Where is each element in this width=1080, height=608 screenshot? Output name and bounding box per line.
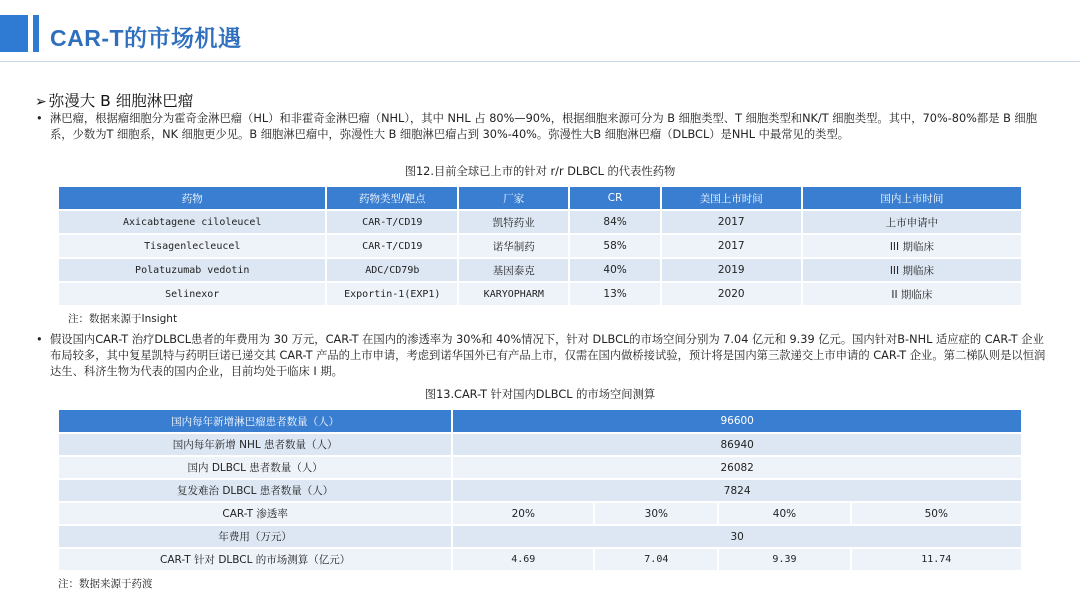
table-cell: 40%	[570, 259, 659, 281]
column-header: 药物类型/靶点	[327, 187, 457, 209]
table2-caption: 图13.CAR-T 针对国内DLBCL 的市场空间测算	[424, 388, 656, 401]
table-cell: 11.74	[852, 549, 1022, 570]
table-cell: Selinexor	[59, 283, 325, 305]
table-cell: 7824	[453, 480, 1021, 501]
table-cell: 9.39	[719, 549, 849, 570]
row-label: CAR-T 渗透率	[59, 503, 451, 524]
table-row	[59, 434, 1021, 455]
drugs-table	[57, 185, 1023, 307]
table-cell: 96600	[453, 410, 1021, 432]
table-cell: 86940	[453, 434, 1021, 455]
table-cell: CAR-T/CD19	[327, 211, 457, 233]
table-row	[59, 211, 1021, 233]
table-row	[59, 283, 1021, 305]
table-row	[59, 526, 1021, 547]
table2-source-note: 注：数据来源于药渡	[58, 578, 153, 590]
table-cell: 26082	[453, 457, 1021, 478]
table-header-row	[59, 187, 1021, 209]
table-cell: III 期临床	[803, 259, 1021, 281]
table-cell: 7.04	[595, 549, 717, 570]
column-header: 厂家	[459, 187, 568, 209]
table1-source-note: 注：数据来源于Insight	[68, 313, 178, 325]
row-label: 年费用（万元）	[59, 526, 451, 547]
paragraph-text: 假设国内CAR-T 治疗DLBCL患者的年费用为 30 万元，CAR-T 在国内的渗透率为 30%和 40%情况下，针对 DLBCL的市场空间分别为 7.04 亿元和 9.39 亿元。国内针对B-NHL 适应症的 CAR-T 企业布局较多，其中复星凯特与药明巨诺已递交其 CAR-T 产品的上市申请，考虑到诺华国外已有产品上市，仅需在国内做桥接试验，预计将是国内第三款递交上市申请的 CAR-T 企业。第二梯队则是以恒润达生、科济生物为代表的国内企业，目前均处于临床 I 期。	[50, 333, 1046, 378]
row-label: 国内 DLBCL 患者数量（人）	[59, 457, 451, 478]
table-cell: 40%	[719, 503, 849, 524]
table1-caption: 图12.目前全球已上市的针对 r/r DLBCL 的代表性药物	[404, 165, 676, 178]
header-accent-stripe	[33, 15, 39, 52]
paragraph-text: 淋巴瘤，根据瘤细胞分为霍奇金淋巴瘤（HL）和非霍奇金淋巴瘤（NHL），其中 NHL 占 80%—90%，根据细胞来源可分为 B 细胞类型、T 细胞类型和NK/T 细胞类型。其中，70%-80%都是 B 细胞系，少数为T 细胞系，NK 细胞更少见。B 细胞淋巴瘤中，弥漫性大 B 细胞淋巴瘤占到 30%-40%。弥漫性大B 细胞淋巴瘤（DLBCL）是NHL 中最常见的类型。	[50, 112, 1038, 141]
table-cell: 84%	[570, 211, 659, 233]
table-cell: 2017	[662, 235, 801, 257]
table-cell: 58%	[570, 235, 659, 257]
row-label: 复发难治 DLBCL 患者数量（人）	[59, 480, 451, 501]
table-row	[59, 235, 1021, 257]
table-cell: Tisagenlecleucel	[59, 235, 325, 257]
table-cell: 30	[453, 526, 1021, 547]
table-row	[59, 259, 1021, 281]
row-label: 国内每年新增 NHL 患者数量（人）	[59, 434, 451, 455]
table-cell: 30%	[595, 503, 717, 524]
table-cell: 20%	[453, 503, 593, 524]
table-cell: Polatuzumab vedotin	[59, 259, 325, 281]
row-label: 国内每年新增淋巴瘤患者数量（人）	[59, 410, 451, 432]
table-cell: 4.69	[453, 549, 593, 570]
market-estimate-table	[57, 408, 1023, 572]
bullet-icon: •	[36, 333, 43, 346]
paragraph-market	[36, 332, 1046, 380]
column-header: CR	[570, 187, 659, 209]
section-heading	[35, 89, 193, 111]
table-cell: CAR-T/CD19	[327, 235, 457, 257]
table-cell: 上市申请中	[803, 211, 1021, 233]
table-cell: 2019	[662, 259, 801, 281]
table-cell: ADC/CD79b	[327, 259, 457, 281]
bullet-icon: •	[36, 112, 43, 125]
table-cell: Axicabtagene ciloleucel	[59, 211, 325, 233]
table-cell: 基因泰克	[459, 259, 568, 281]
column-header: 国内上市时间	[803, 187, 1021, 209]
table-row	[59, 503, 1021, 524]
header-divider	[0, 61, 1080, 62]
page-title: CAR-T的市场机遇	[50, 25, 242, 51]
header-accent-block	[0, 15, 28, 52]
table-cell: III 期临床	[803, 235, 1021, 257]
table-cell: KARYOPHARM	[459, 283, 568, 305]
table-header-row	[59, 410, 1021, 432]
table-row	[59, 480, 1021, 501]
table-cell: 13%	[570, 283, 659, 305]
paragraph-lymphoma	[36, 111, 1046, 143]
table-cell: Exportin-1(EXP1)	[327, 283, 457, 305]
row-label: CAR-T 针对 DLBCL 的市场测算（亿元）	[59, 549, 451, 570]
table-cell: II 期临床	[803, 283, 1021, 305]
table-cell: 凯特药业	[459, 211, 568, 233]
column-header: 药物	[59, 187, 325, 209]
table-cell: 50%	[852, 503, 1022, 524]
table-cell: 2020	[662, 283, 801, 305]
table-row	[59, 549, 1021, 570]
table-row	[59, 457, 1021, 478]
table-cell: 2017	[662, 211, 801, 233]
section-heading-text: 弥漫大 B 细胞淋巴瘤	[48, 92, 194, 110]
arrow-bullet-icon: ➢	[35, 94, 47, 110]
table-cell: 诺华制药	[459, 235, 568, 257]
page-header	[0, 0, 1080, 70]
column-header: 美国上市时间	[662, 187, 801, 209]
